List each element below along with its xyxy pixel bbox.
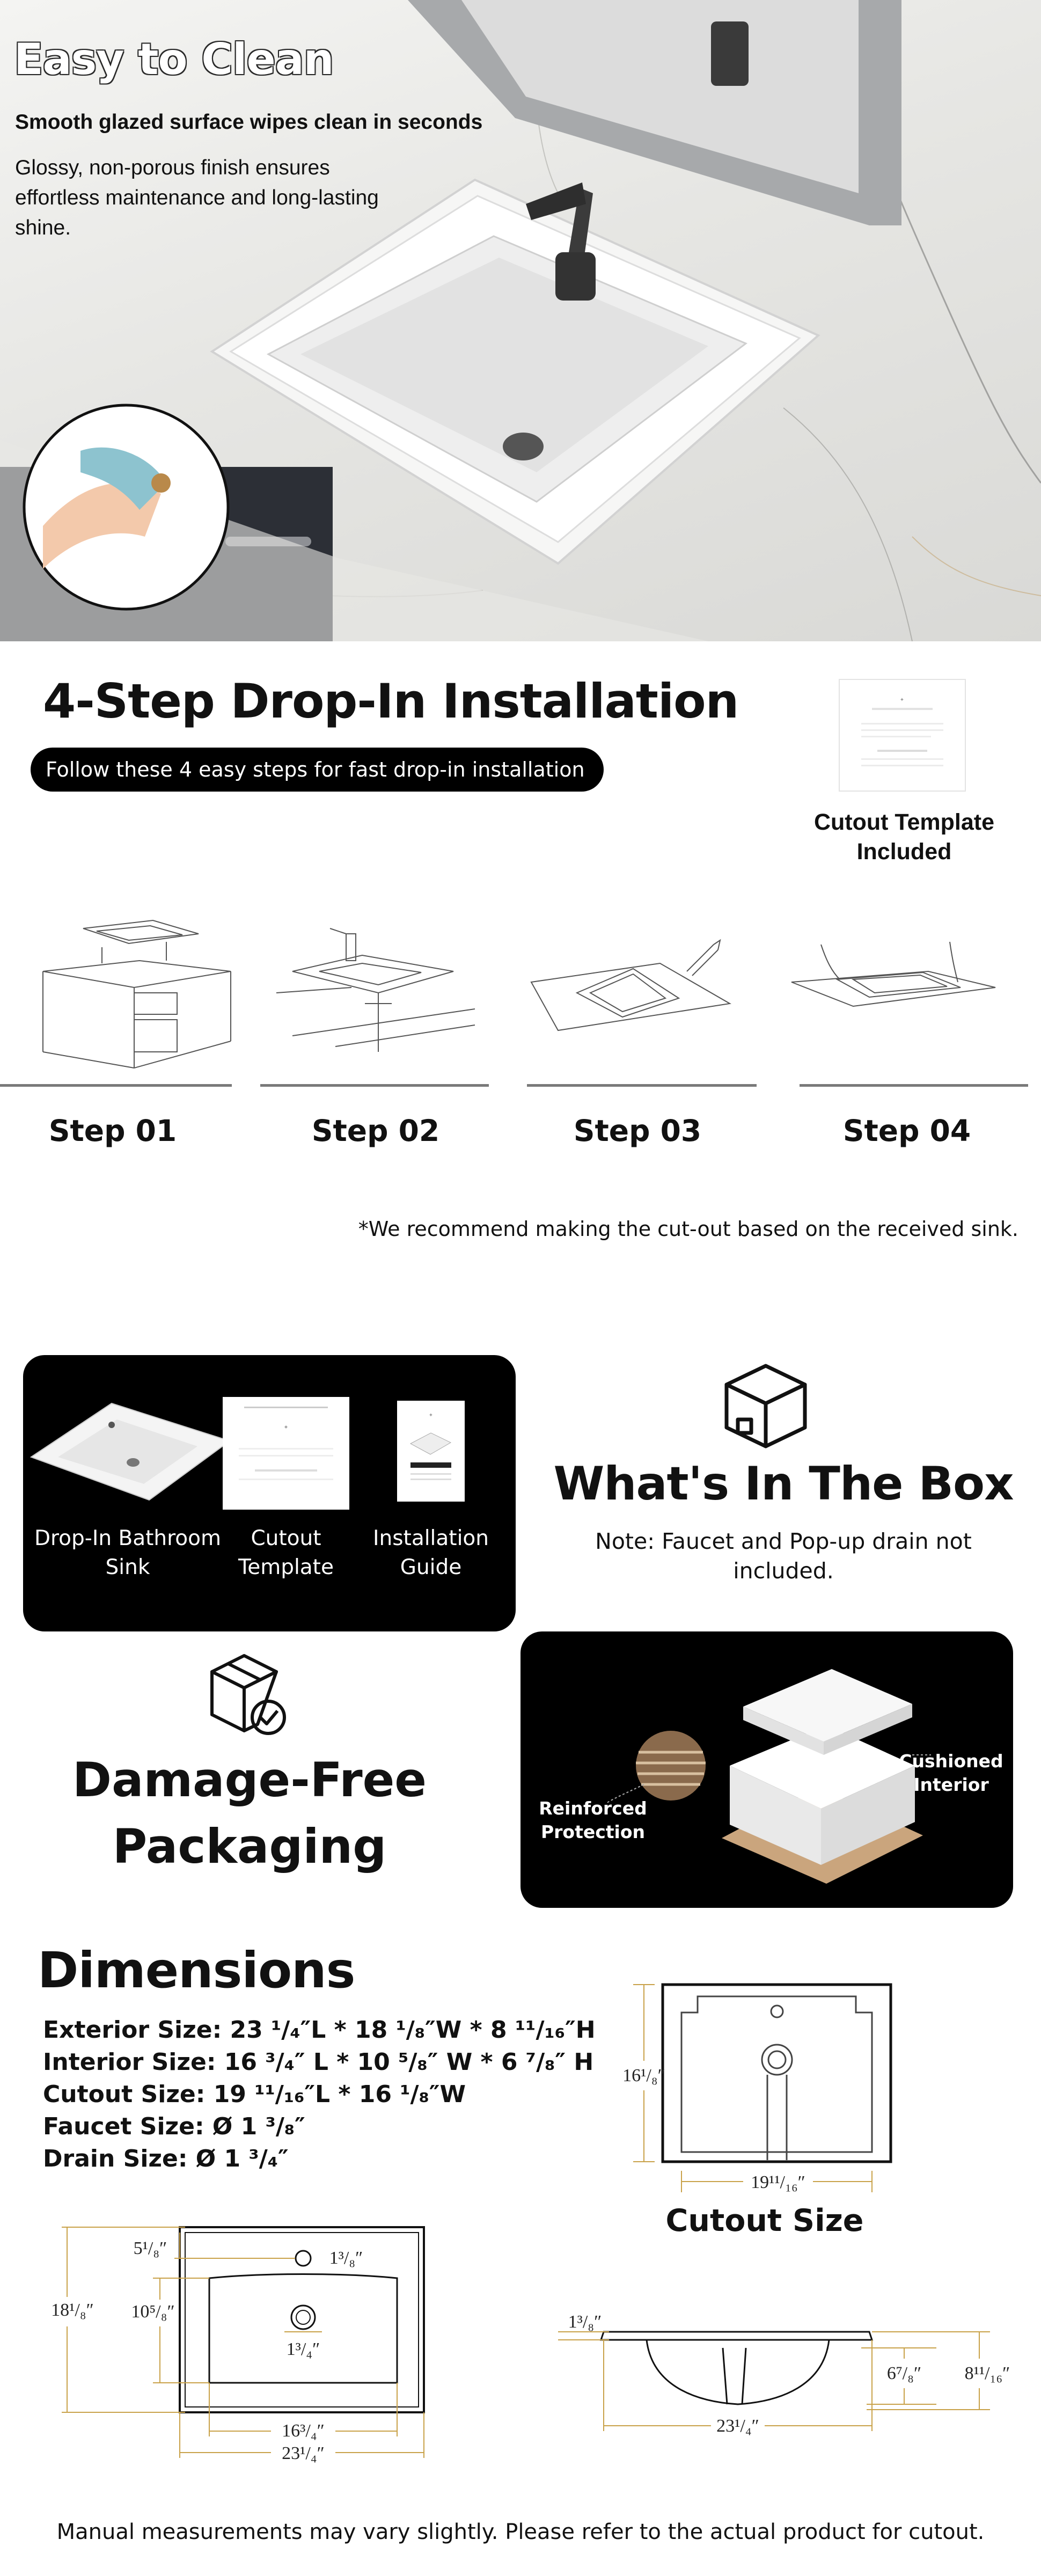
side-total-height-label: 8¹¹/₁₆″: [964, 2363, 1010, 2383]
step-03-illustration: [526, 912, 741, 1073]
package-check-icon: [207, 1650, 292, 1741]
top-drain-hole-label: 1³/₄″: [286, 2339, 320, 2359]
side-view-diagram: [550, 2316, 1028, 2445]
reinforced-protection-label: Reinforced Protection: [539, 1798, 647, 1842]
top-outer-width-label: 23¹/₄″: [282, 2443, 325, 2463]
installation-guide-image: [397, 1401, 465, 1502]
install-note: *We recommend making the cut-out based on the received sink.: [358, 1217, 1018, 1241]
step-03-divider: [527, 1084, 757, 1087]
footer-note: Manual measurements may vary slightly. Please refer to the actual product for cutout.: [56, 2520, 985, 2544]
svg-text:✦: ✦: [899, 697, 905, 703]
step-01-divider: [0, 1084, 232, 1087]
step-02-illustration: [271, 912, 480, 1073]
spec-cutout-size: Cutout Size: 19 ¹¹/₁₆″L * 16 ¹/₈″W: [43, 2081, 466, 2108]
dimensions-title: Dimensions: [38, 1942, 355, 1999]
top-inner-width-label: 16³/₄″: [282, 2421, 325, 2441]
box-item-sink-label: Drop-In Bathroom Sink: [34, 1526, 222, 1579]
hero-title: Easy to Clean: [14, 34, 334, 84]
step-02-label: Step 02: [311, 1114, 440, 1148]
spec-interior-size: Interior Size: 16 ³/₄″ L * 10 ⁵/₈″ W * 6 ⁷/₈″ H: [43, 2048, 594, 2076]
step-04-label: Step 04: [842, 1114, 971, 1148]
cutout-width-label: 19¹¹/₁₆″: [751, 2172, 805, 2192]
side-rim-label: 1³/₈″: [568, 2316, 602, 2332]
install-title: 4-Step Drop-In Installation: [43, 674, 739, 729]
template-caption: Cutout Template Included: [813, 809, 995, 865]
box-icon: [719, 1360, 813, 1452]
spec-exterior-size: Exterior Size: 23 ¹/₄″L * 18 ¹/₈″W * 8 ¹¹/₁₆″H: [43, 2016, 596, 2044]
step-01-label: Step 01: [48, 1114, 177, 1148]
top-depth-inner-label: 10⁵/₈″: [131, 2302, 175, 2322]
hero-section: [0, 0, 1041, 641]
svg-text:✦: ✦: [428, 1413, 434, 1418]
step-04-illustration: [789, 912, 1003, 1073]
step-02-divider: [260, 1084, 489, 1087]
sink-product-image: [26, 1393, 235, 1511]
cutout-diagram: [612, 1975, 912, 2200]
spec-faucet-size: Faucet Size: Ø 1 ³/₈″: [43, 2113, 305, 2140]
step-04-divider: [800, 1084, 1028, 1087]
spec-drain-size: Drain Size: Ø 1 ³/₄″: [43, 2145, 289, 2172]
box-item-template-label: Cutout Template: [238, 1526, 334, 1579]
cutout-height-label: 16¹/₈″: [622, 2066, 665, 2085]
cutout-template-thumbnail: [839, 679, 966, 792]
side-bowl-depth-label: 6⁷/₈″: [886, 2363, 922, 2383]
svg-text:✦: ✦: [283, 1424, 289, 1431]
packaging-card: [520, 1631, 1013, 1908]
sink-photo: [0, 0, 1041, 641]
step-03-label: Step 03: [573, 1114, 702, 1148]
box-contents-card: [23, 1355, 516, 1631]
whats-in-box-heading: What's In The Box: [553, 1457, 1014, 1511]
packaging-heading: Damage-Free Packaging: [72, 1752, 427, 1874]
top-faucet-offset-label: 5¹/₈″: [133, 2238, 167, 2258]
install-pill: Follow these 4 easy steps for fast drop-in installation: [31, 748, 604, 792]
cutout-size-caption: Cutout Size: [665, 2203, 864, 2238]
top-depth-outer-label: 18¹/₈″: [51, 2300, 94, 2320]
hero-description: Glossy, non-porous finish ensures effortless maintenance and long-lasting shine.: [15, 156, 379, 239]
top-faucet-hole-label: 1³/₈″: [329, 2248, 363, 2268]
cutout-template-image: [223, 1397, 349, 1510]
hero-subtitle: Smooth glazed surface wipes clean in seconds: [15, 111, 483, 134]
whats-in-box-note: Note: Faucet and Pop-up drain not included.: [595, 1528, 972, 1584]
box-item-guide-label: Installation Guide: [372, 1526, 489, 1579]
step-01-illustration: [38, 912, 236, 1073]
cushioned-interior-label: Cushioned Interior: [899, 1751, 1003, 1795]
side-width-label: 23¹/₄″: [716, 2416, 759, 2436]
top-view-diagram: [32, 2222, 440, 2479]
